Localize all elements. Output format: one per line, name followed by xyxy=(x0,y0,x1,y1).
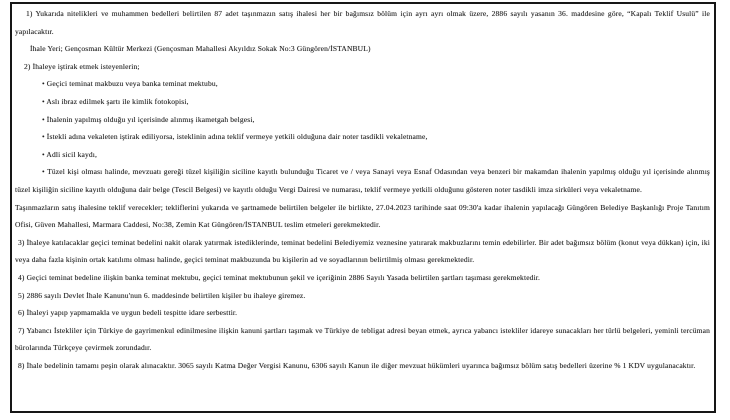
requirement-bullet: • Adli sicil kaydı, xyxy=(42,149,98,159)
clause-6: 6) İhaleyi yapıp yapmamakla ve uygun bedeli tespitte idare serbesttir. xyxy=(18,308,238,318)
notice-sheet xyxy=(10,2,716,413)
requirement-bullet: • Aslı ibraz edilmek şartı ile kimlik fotokopisi, xyxy=(42,96,189,106)
requirement-bullet: • İhalenin yapılmış olduğu yıl içerisinde alınmış ikametgah belgesi, xyxy=(42,114,255,124)
venue-line: İhale Yeri; Gençosman Kültür Merkezi (Gençosman Mahallesi Akyıldız Sokak No:3 Güngören/İSTANBUL) xyxy=(30,44,371,54)
clause-2: 2) İhaleye iştirak etmek isteyenlerin; xyxy=(24,61,140,71)
clause-4: 4) Geçici teminat bedeline ilişkin banka teminat mektubu, geçici teminat mektubunun şekil ve içeriğinin 2886 Sayılı Yasada belirtilen şartları taşıması gerekmektedir. xyxy=(18,272,541,282)
clause-5: 5) 2886 sayılı Devlet İhale Kanunu'nun 6. maddesinde belirtilen kişiler bu ihaleye giremez. xyxy=(18,290,306,300)
clause-1: 1) Yukarıda nitelikleri ve muhammen bedelleri belirtilen 87 adet taşınmazın satış ihalesi her bir bağımsız bölüm için ayrı ayrı olmak üzere, 2886 sayılı yasanın 36. maddesine göre, “Kapalı Teklif Usulü” ile yapılacaktır. xyxy=(15,9,710,36)
submission-paragraph: Taşınmazların satış ihalesine teklif verecekler; tekliflerini yukarıda ve şartnamede belirtilen belgeler ile birlikte, 27.04.2023 tarihinde saat 09:30'a kadar ihalenin yapılacağı Güngören Belediye Başkanlığı Proje Tanıtım Ofisi, Güven Mahallesi, Marmara Caddesi, No:38, Zemin Kat Güngören/İSTANBUL teslim etmeleri gerekmektedir. xyxy=(15,202,710,230)
requirement-bullet: • İstekli adına vekaleten iştirak ediliyorsa, isteklinin adına teklif vermeye yetkili olduğuna dair noter tasdikli vekaletname, xyxy=(42,132,428,142)
requirement-bullet: • Geçici teminat makbuzu veya banka teminat mektubu, xyxy=(42,79,218,89)
clause-7: 7) Yabancı İstekliler için Türkiye de gayrimenkul edinilmesine ilişkin kanuni şartları taşımak ve Türkiye de tebligat adresi beyan etmek, ayrıca yabancı istekliler idareye sunacakları her türlü belgeleri, yeminli tercüman bürolarında Türkçeye çevirmek zorundadır. xyxy=(15,325,710,353)
requirement-bullet: • Tüzel kişi olması halinde, mevzuatı gereği tüzel kişiliğin siciline kayıtlı bulunduğu Ticaret ve / veya Sanayi veya Esnaf Odasından veya benzeri bir makamdan ihalenin yapılmış olduğu yıl içerisinde alınmış tüzel kişiliğin siciline kayıtlı olduğuna dair belge (Tescil Belgesi) ve kayıtlı olduğu Vergi Dairesi ve numarası, teklif vermeye yetkili olduğunu gösteren noter tasdikli imza sirküleri veya vekaletname. xyxy=(15,167,710,194)
clause-3: 3) İhaleye katılacaklar geçici teminat bedelini nakit olarak yatırmak istediklerinde, teminat bedelini Belediyemiz veznesine yatırarak makbuzlarını temin edebilirler. Bir adet bağımsız bölüm (konut veya dükkan) için, iki veya daha fazla kişinin ortak katılımı olması halinde, geçici teminat makbuzunda bu kişilerin ad ve soyadlarının belirtilmiş olması gerekmektedir. xyxy=(15,237,710,265)
clause-8: 8) İhale bedelinin tamamı peşin olarak alınacaktır. 3065 sayılı Katma Değer Vergisi Kanunu, 6306 sayılı Kanun ile diğer mevzuat hükümleri uyarınca bağımsız bölüm satış bedelleri üzerine % 1 KDV uygulanacaktır. xyxy=(18,360,696,370)
